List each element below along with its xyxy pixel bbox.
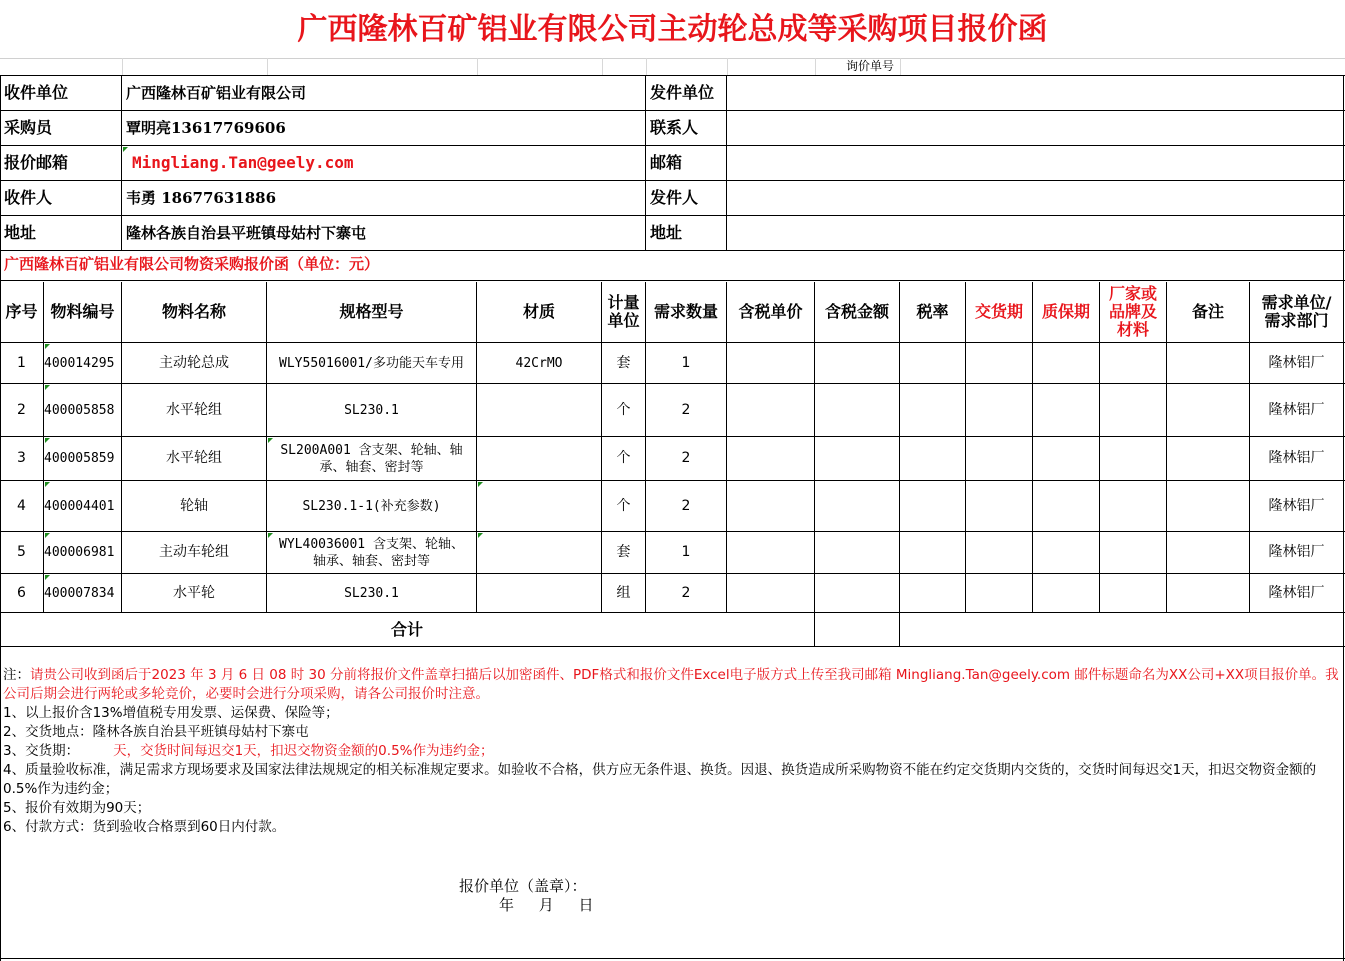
cell-material[interactable] [477,384,602,436]
col-material-header: 材质 [477,282,602,342]
cell-unit[interactable]: 个 [602,384,646,436]
warranty-cell[interactable] [1033,343,1100,383]
address-value[interactable]: 隆林各族自治县平班镇母姑村下寨屯 [122,216,646,250]
col-delivery-header: 交货期 [966,282,1033,342]
cell-dept[interactable]: 隆林铝厂 [1250,481,1344,531]
cell-unit[interactable]: 套 [602,532,646,573]
notes-intro-text: 请贵公司收到函后于2023 年 3 月 6 日 08 时 30 分前将报价文件盖章扫描后以加密函件、PDF格式和报价文件Excel电子版方式上传至我司邮箱 Mingliang.Tan@geely.com 邮件标题命名为XX公司+XX项目报价单。我公司后期会进行两轮或多轮竞价，必要时会进行分项采购，请各公司报价时注意。 [3,667,1339,702]
cell-qty[interactable]: 1 [646,532,727,573]
tax-rate-cell[interactable] [900,343,966,383]
total-amount-cell[interactable] [815,613,900,646]
info-row [0,146,1345,181]
delivery-cell[interactable] [966,574,1033,612]
cell-material[interactable] [477,481,602,531]
table-row [0,343,1345,384]
cell-seq[interactable]: 3 [0,437,44,480]
amount-cell[interactable] [815,384,900,436]
sender-address-value[interactable] [727,216,1344,250]
total-row [0,613,1345,647]
sender-value[interactable] [727,181,1344,215]
note-item-6: 6、付款方式：货到验收合格票到60日内付款。 [3,819,286,835]
col-name-header: 物料名称 [122,282,267,342]
brand-cell[interactable] [1100,574,1167,612]
col-unit-header: 计量单位 [602,282,646,342]
cell-unit[interactable]: 套 [602,343,646,383]
col-remark-header: 备注 [1167,282,1250,342]
notes-prefix: 注： [3,667,30,683]
brand-cell[interactable] [1100,481,1167,531]
grid-cell[interactable] [267,58,478,75]
email-label: 邮箱 [646,146,727,180]
cell-dept[interactable]: 隆林铝厂 [1250,343,1344,383]
frame-border-right [1343,76,1344,961]
contact-label: 联系人 [646,111,727,145]
col-tax-rate-header: 税率 [900,282,966,342]
cell-qty[interactable]: 2 [646,481,727,531]
delivery-cell[interactable] [966,384,1033,436]
cell-spec[interactable]: SL230.1-1(补充参数) [267,481,477,531]
notes [3,666,1341,837]
unit-price-cell[interactable] [727,343,815,383]
note-item-1: 1、以上报价含13%增值税专用发票、运保费、保险等； [3,705,339,721]
info-row [0,76,1345,111]
info-row [0,111,1345,146]
cell-code[interactable]: 400006981 [44,532,122,573]
cell-qty[interactable]: 2 [646,437,727,480]
tax-rate-cell[interactable] [900,532,966,573]
unit-price-cell[interactable] [727,384,815,436]
col-unit-price-header: 含税单价 [727,282,815,342]
unit-price-cell[interactable] [727,481,815,531]
note-item-3-red: 天，交货时间每迟交1天，扣迟交物资金额的0.5%作为违约金； [113,743,494,759]
cell-spec[interactable]: WYL40036001 含支架、轮轴、轴承、轴套、密封等 [267,532,477,573]
brand-cell[interactable] [1100,384,1167,436]
col-code-header: 物料编号 [44,282,122,342]
note-item-2: 2、交货地点：隆林各族自治县平班镇母姑村下寨屯 [3,724,309,740]
receiver-unit-value[interactable]: 广西隆林百矿铝业有限公司 [122,76,646,110]
cell-qty[interactable]: 2 [646,574,727,612]
cell-code[interactable]: 400014295 [44,343,122,383]
grid-cell[interactable] [477,58,603,75]
remark-cell[interactable] [1167,481,1250,531]
total-label: 合计 [0,613,815,646]
cell-seq[interactable]: 4 [0,481,44,531]
remark-cell[interactable] [1167,532,1250,573]
note-item-4: 4、质量验收标准，满足需求方现场要求及国家法律法规规定的相关标准规定要求。如验收不合格，供方应无条件退、换货。因退、换货造成所采购物资不能在约定交货期内交货的，交货时间每迟交1天，扣迟交物资金额的0.5%作为违约金； [3,762,1317,797]
col-warranty-header: 质保期 [1033,282,1100,342]
unit-price-cell[interactable] [727,532,815,573]
cell-code[interactable]: 400004401 [44,481,122,531]
cell-seq[interactable]: 1 [0,343,44,383]
cell-spec[interactable]: SL230.1 [267,384,477,436]
recipient-label: 收件人 [0,181,122,215]
warranty-cell[interactable] [1033,574,1100,612]
amount-cell[interactable] [815,481,900,531]
grid-cell[interactable] [122,58,268,75]
cell-dept[interactable]: 隆林铝厂 [1250,384,1344,436]
buyer-label: 采购员 [0,111,122,145]
amount-cell[interactable] [815,574,900,612]
table-row [0,532,1345,574]
warranty-cell[interactable] [1033,481,1100,531]
section-title: 广西隆林百矿铝业有限公司物资采购报价函（单位：元） [0,247,1345,281]
cell-material[interactable] [477,437,602,480]
frame-border-left [0,76,1,961]
tax-rate-cell[interactable] [900,437,966,480]
table-row [0,437,1345,481]
info-row [0,181,1345,216]
cell-unit[interactable]: 个 [602,481,646,531]
remark-cell[interactable] [1167,384,1250,436]
table-row [0,574,1345,613]
receiver-unit-label: 收件单位 [0,76,122,110]
frame-border-bottom [0,958,1345,959]
cell-name[interactable]: 水平轮 [122,574,267,612]
table-row [0,384,1345,437]
info-row [0,216,1345,251]
amount-cell[interactable] [815,532,900,573]
table-header [0,282,1345,343]
cell-material[interactable] [477,574,602,612]
quote-email-value[interactable]: Mingliang.Tan@geely.com [122,146,646,180]
cell-seq[interactable]: 5 [0,532,44,573]
amount-cell[interactable] [815,437,900,480]
cell-name[interactable]: 主动车轮组 [122,532,267,573]
cell-seq[interactable]: 6 [0,574,44,612]
page-title: 广西隆林百矿铝业有限公司主动轮总成等采购项目报价函 [0,0,1345,59]
cell-name[interactable]: 主动轮总成 [122,343,267,383]
sender-unit-value[interactable] [727,76,1344,110]
grid-cell[interactable] [602,58,647,75]
delivery-cell[interactable] [966,343,1033,383]
cell-spec[interactable]: SL230.1 [267,574,477,612]
signature-date: 年 月 日 [499,896,594,914]
unit-price-cell[interactable] [727,437,815,480]
col-seq-header: 序号 [0,282,44,342]
col-brand-header: 厂家或品牌及材料 [1100,282,1167,342]
inquiry-number-label: 询价单号 [846,59,895,73]
amount-cell[interactable] [815,343,900,383]
grid-cell[interactable] [0,58,123,75]
cell-code[interactable]: 400005858 [44,384,122,436]
delivery-cell[interactable] [966,481,1033,531]
col-spec-header: 规格型号 [267,282,477,342]
remark-cell[interactable] [1167,437,1250,480]
cell-code[interactable]: 400005859 [44,437,122,480]
inquiry-number-row [0,58,1345,76]
cell-material[interactable]: 42CrMO [477,343,602,383]
cell-unit[interactable]: 组 [602,574,646,612]
cell-name[interactable]: 水平轮组 [122,437,267,480]
note-item-3 [3,742,1341,761]
col-qty-header: 需求数量 [646,282,727,342]
brand-cell[interactable] [1100,532,1167,573]
cell-spec[interactable]: WLY55016001/多功能天车专用 [267,343,477,383]
quote-email-label: 报价邮箱 [0,146,122,180]
table-row [0,481,1345,532]
sender-address-label: 地址 [646,216,727,250]
sender-unit-label: 发件单位 [646,76,727,110]
cell-dept[interactable]: 隆林铝厂 [1250,532,1344,573]
brand-cell[interactable] [1100,343,1167,383]
signature-label: 报价单位（盖章）： [459,877,587,895]
cell-name[interactable]: 水平轮组 [122,384,267,436]
cell-seq[interactable]: 2 [0,384,44,436]
tax-rate-cell[interactable] [900,481,966,531]
cell-dept[interactable]: 隆林铝厂 [1250,437,1344,480]
warranty-cell[interactable] [1033,532,1100,573]
sender-label: 发件人 [646,181,727,215]
remark-cell[interactable] [1167,574,1250,612]
warranty-cell[interactable] [1033,437,1100,480]
cell-dept[interactable]: 隆林铝厂 [1250,574,1344,612]
cell-spec[interactable]: SL200A001 含支架、轮轴、轴承、轴套、密封等 [267,437,477,480]
note-item-5: 5、报价有效期为90天； [3,800,151,816]
warranty-cell[interactable] [1033,384,1100,436]
unit-price-cell[interactable] [727,574,815,612]
delivery-cell[interactable] [966,532,1033,573]
cell-qty[interactable]: 2 [646,384,727,436]
buyer-value[interactable]: 覃明亮13617769606 [122,111,646,145]
cell-name[interactable]: 轮轴 [122,481,267,531]
brand-cell[interactable] [1100,437,1167,480]
email-value[interactable] [727,146,1344,180]
cell-qty[interactable]: 1 [646,343,727,383]
contact-value[interactable] [727,111,1344,145]
tax-rate-cell[interactable] [900,574,966,612]
remark-cell[interactable] [1167,343,1250,383]
col-amount-header: 含税金额 [815,282,900,342]
cell-unit[interactable]: 个 [602,437,646,480]
grid-cell[interactable] [727,58,816,75]
notes-intro [3,666,1341,704]
recipient-value[interactable]: 韦勇 18677631886 [122,181,646,215]
note-item-3-prefix: 3、交货期： [3,743,80,759]
grid-cell[interactable] [646,58,728,75]
address-label: 地址 [0,216,122,250]
cell-code[interactable]: 400007834 [44,574,122,612]
delivery-cell[interactable] [966,437,1033,480]
cell-material[interactable] [477,532,602,573]
col-dept-header: 需求单位/需求部门 [1250,282,1344,342]
tax-rate-cell[interactable] [900,384,966,436]
